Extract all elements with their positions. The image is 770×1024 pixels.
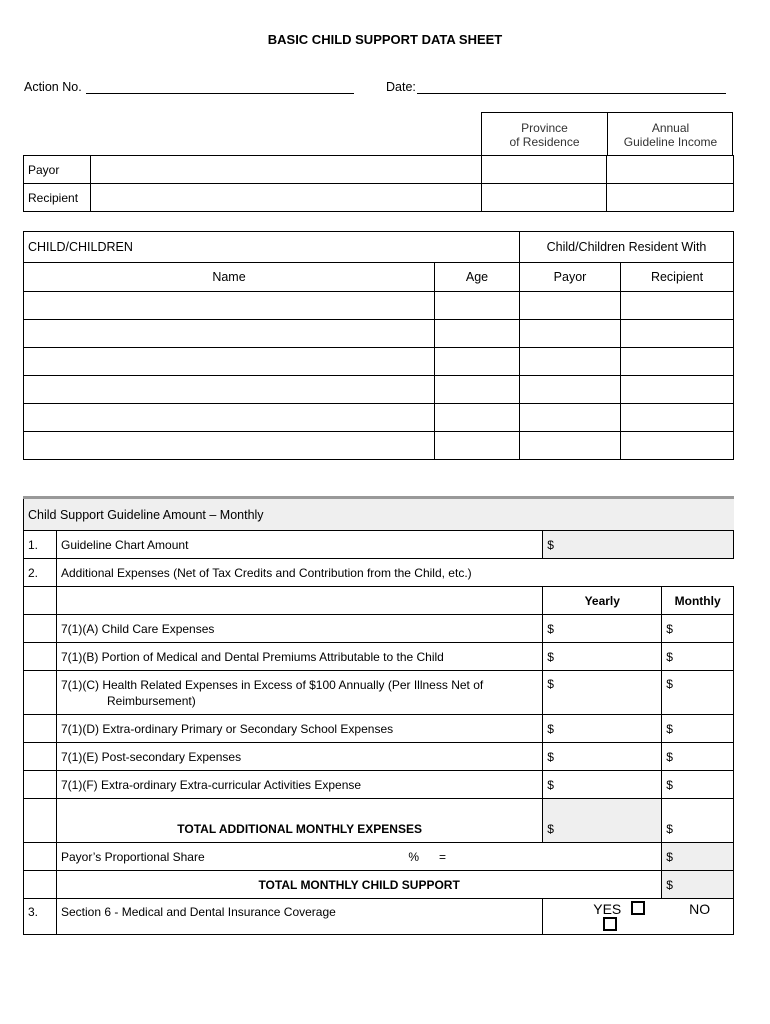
item2-label: Additional Expenses (Net of Tax Credits and Contribution from the Child, etc.) — [57, 559, 734, 587]
action-no-label: Action No. — [24, 80, 82, 94]
expense-label: 7(1)(D) Extra-ordinary Primary or Secondary School Expenses — [57, 715, 543, 743]
resident-with-header: Child/Children Resident With — [520, 232, 734, 263]
dollar-sign: $ — [666, 677, 673, 691]
child-recipient-cell[interactable] — [621, 404, 734, 432]
child-age-cell[interactable] — [435, 320, 520, 348]
child-age-cell[interactable] — [435, 348, 520, 376]
child-name-cell[interactable] — [24, 292, 435, 320]
page-title: BASIC CHILD SUPPORT DATA SHEET — [267, 32, 503, 47]
monthly-cell[interactable] — [662, 615, 734, 643]
payor-share-label: Payor’s Proportional Share % — [57, 843, 424, 871]
dollar-sign: $ — [666, 749, 673, 764]
payor-province-cell[interactable] — [482, 156, 607, 184]
payor-share-monthly-cell[interactable] — [662, 843, 734, 871]
child-name-cell[interactable] — [24, 348, 435, 376]
yearly-cell[interactable] — [543, 615, 662, 643]
child-name-cell[interactable] — [24, 320, 435, 348]
total-monthly-support-cell[interactable] — [662, 871, 734, 899]
payor-name-cell[interactable] — [91, 156, 482, 184]
payor-share-field[interactable] — [423, 843, 662, 871]
dollar-sign: $ — [666, 822, 673, 836]
expense-label: 7(1)(E) Post-secondary Expenses — [57, 743, 543, 771]
item1-number: 1. — [24, 531, 57, 559]
province-header: Province of Residence — [509, 121, 580, 149]
guideline-amount-cell[interactable] — [543, 531, 734, 559]
child-name-cell[interactable] — [24, 432, 435, 460]
yearly-cell[interactable] — [543, 643, 662, 671]
equals-sign: = — [439, 849, 447, 864]
total-monthly-support-label: TOTAL MONTHLY CHILD SUPPORT — [57, 871, 662, 899]
dollar-sign: $ — [666, 621, 673, 636]
child-age-cell[interactable] — [435, 292, 520, 320]
yearly-cell[interactable] — [543, 771, 662, 799]
yes-label: YES — [593, 900, 622, 917]
item2-number: 2. — [24, 559, 57, 587]
recipient-name-cell[interactable] — [91, 184, 482, 212]
name-header: Name — [24, 263, 435, 292]
action-no-field[interactable] — [86, 93, 354, 94]
no-checkbox-icon[interactable] — [603, 917, 617, 931]
dollar-sign: $ — [666, 877, 673, 892]
payor-row-label: Payor — [24, 156, 91, 184]
child-recipient-cell[interactable] — [621, 376, 734, 404]
expense-label: 7(1)(F) Extra-ordinary Extra-curricular Activities Expense — [57, 771, 543, 799]
yearly-cell[interactable] — [543, 715, 662, 743]
recipient-row-label: Recipient — [24, 184, 91, 212]
child-recipient-cell[interactable] — [621, 292, 734, 320]
dollar-sign: $ — [666, 721, 673, 736]
no-label: NO — [689, 900, 711, 917]
child-payor-cell[interactable] — [520, 348, 621, 376]
total-monthly-additional-cell[interactable] — [662, 799, 734, 843]
yes-option[interactable] — [593, 901, 645, 917]
dollar-sign: $ — [547, 621, 554, 636]
child-payor-cell[interactable] — [520, 432, 621, 460]
payor-income-cell[interactable] — [607, 156, 734, 184]
yearly-header: Yearly — [543, 587, 662, 615]
parties-table — [23, 155, 734, 212]
support-title: Child Support Guideline Amount – Monthly — [24, 498, 734, 531]
monthly-cell[interactable] — [662, 643, 734, 671]
recipient-income-cell[interactable] — [607, 184, 734, 212]
child-age-cell[interactable] — [435, 404, 520, 432]
dollar-sign: $ — [547, 822, 554, 836]
support-table — [23, 496, 734, 935]
expense-label: 7(1)(A) Child Care Expenses — [57, 615, 543, 643]
dollar-sign: $ — [666, 777, 673, 792]
item3-number: 3. — [24, 899, 57, 935]
child-recipient-cell[interactable] — [621, 348, 734, 376]
monthly-cell[interactable] — [662, 743, 734, 771]
monthly-header: Monthly — [662, 587, 734, 615]
child-recipient-cell[interactable] — [621, 320, 734, 348]
dollar-sign: $ — [547, 721, 554, 736]
payor-header: Payor — [520, 263, 621, 292]
child-payor-cell[interactable] — [520, 376, 621, 404]
dollar-sign: $ — [666, 849, 673, 864]
dollar-sign: $ — [547, 649, 554, 664]
yearly-cell[interactable] — [543, 743, 662, 771]
coverage-options — [543, 899, 734, 935]
dollar-sign: $ — [547, 537, 554, 552]
total-additional-label: TOTAL ADDITIONAL MONTHLY EXPENSES — [57, 799, 543, 843]
percent-sign: % — [408, 849, 419, 864]
date-field[interactable] — [417, 93, 726, 94]
child-age-cell[interactable] — [435, 432, 520, 460]
parties-header — [481, 112, 733, 155]
monthly-cell[interactable] — [662, 771, 734, 799]
item3-label: Section 6 - Medical and Dental Insurance Coverage — [57, 899, 543, 935]
date-label: Date: — [386, 80, 416, 94]
child-payor-cell[interactable] — [520, 404, 621, 432]
child-name-cell[interactable] — [24, 376, 435, 404]
recipient-province-cell[interactable] — [482, 184, 607, 212]
recipient-header: Recipient — [621, 263, 734, 292]
yes-checkbox-icon[interactable] — [631, 901, 645, 915]
age-header: Age — [435, 263, 520, 292]
child-age-cell[interactable] — [435, 376, 520, 404]
dollar-sign: $ — [547, 677, 554, 691]
child-name-cell[interactable] — [24, 404, 435, 432]
monthly-cell[interactable] — [662, 715, 734, 743]
child-recipient-cell[interactable] — [621, 432, 734, 460]
yearly-cell[interactable] — [543, 671, 662, 715]
monthly-cell[interactable] — [662, 671, 734, 715]
expense-label: 7(1)(C) Health Related Expenses in Excess of $100 Annually (Per Illness Net of Reimbursement) — [57, 671, 543, 715]
item1-label: Guideline Chart Amount — [57, 531, 543, 559]
children-table — [23, 231, 734, 460]
expense-label: 7(1)(B) Portion of Medical and Dental Premiums Attributable to the Child — [57, 643, 543, 671]
child-payor-cell[interactable] — [520, 292, 621, 320]
income-header: Annual Guideline Income — [623, 121, 718, 149]
children-title: CHILD/CHILDREN — [24, 232, 520, 263]
dollar-sign: $ — [547, 777, 554, 792]
total-yearly-cell[interactable] — [543, 799, 662, 843]
dollar-sign: $ — [547, 749, 554, 764]
child-payor-cell[interactable] — [520, 320, 621, 348]
dollar-sign: $ — [666, 649, 673, 664]
